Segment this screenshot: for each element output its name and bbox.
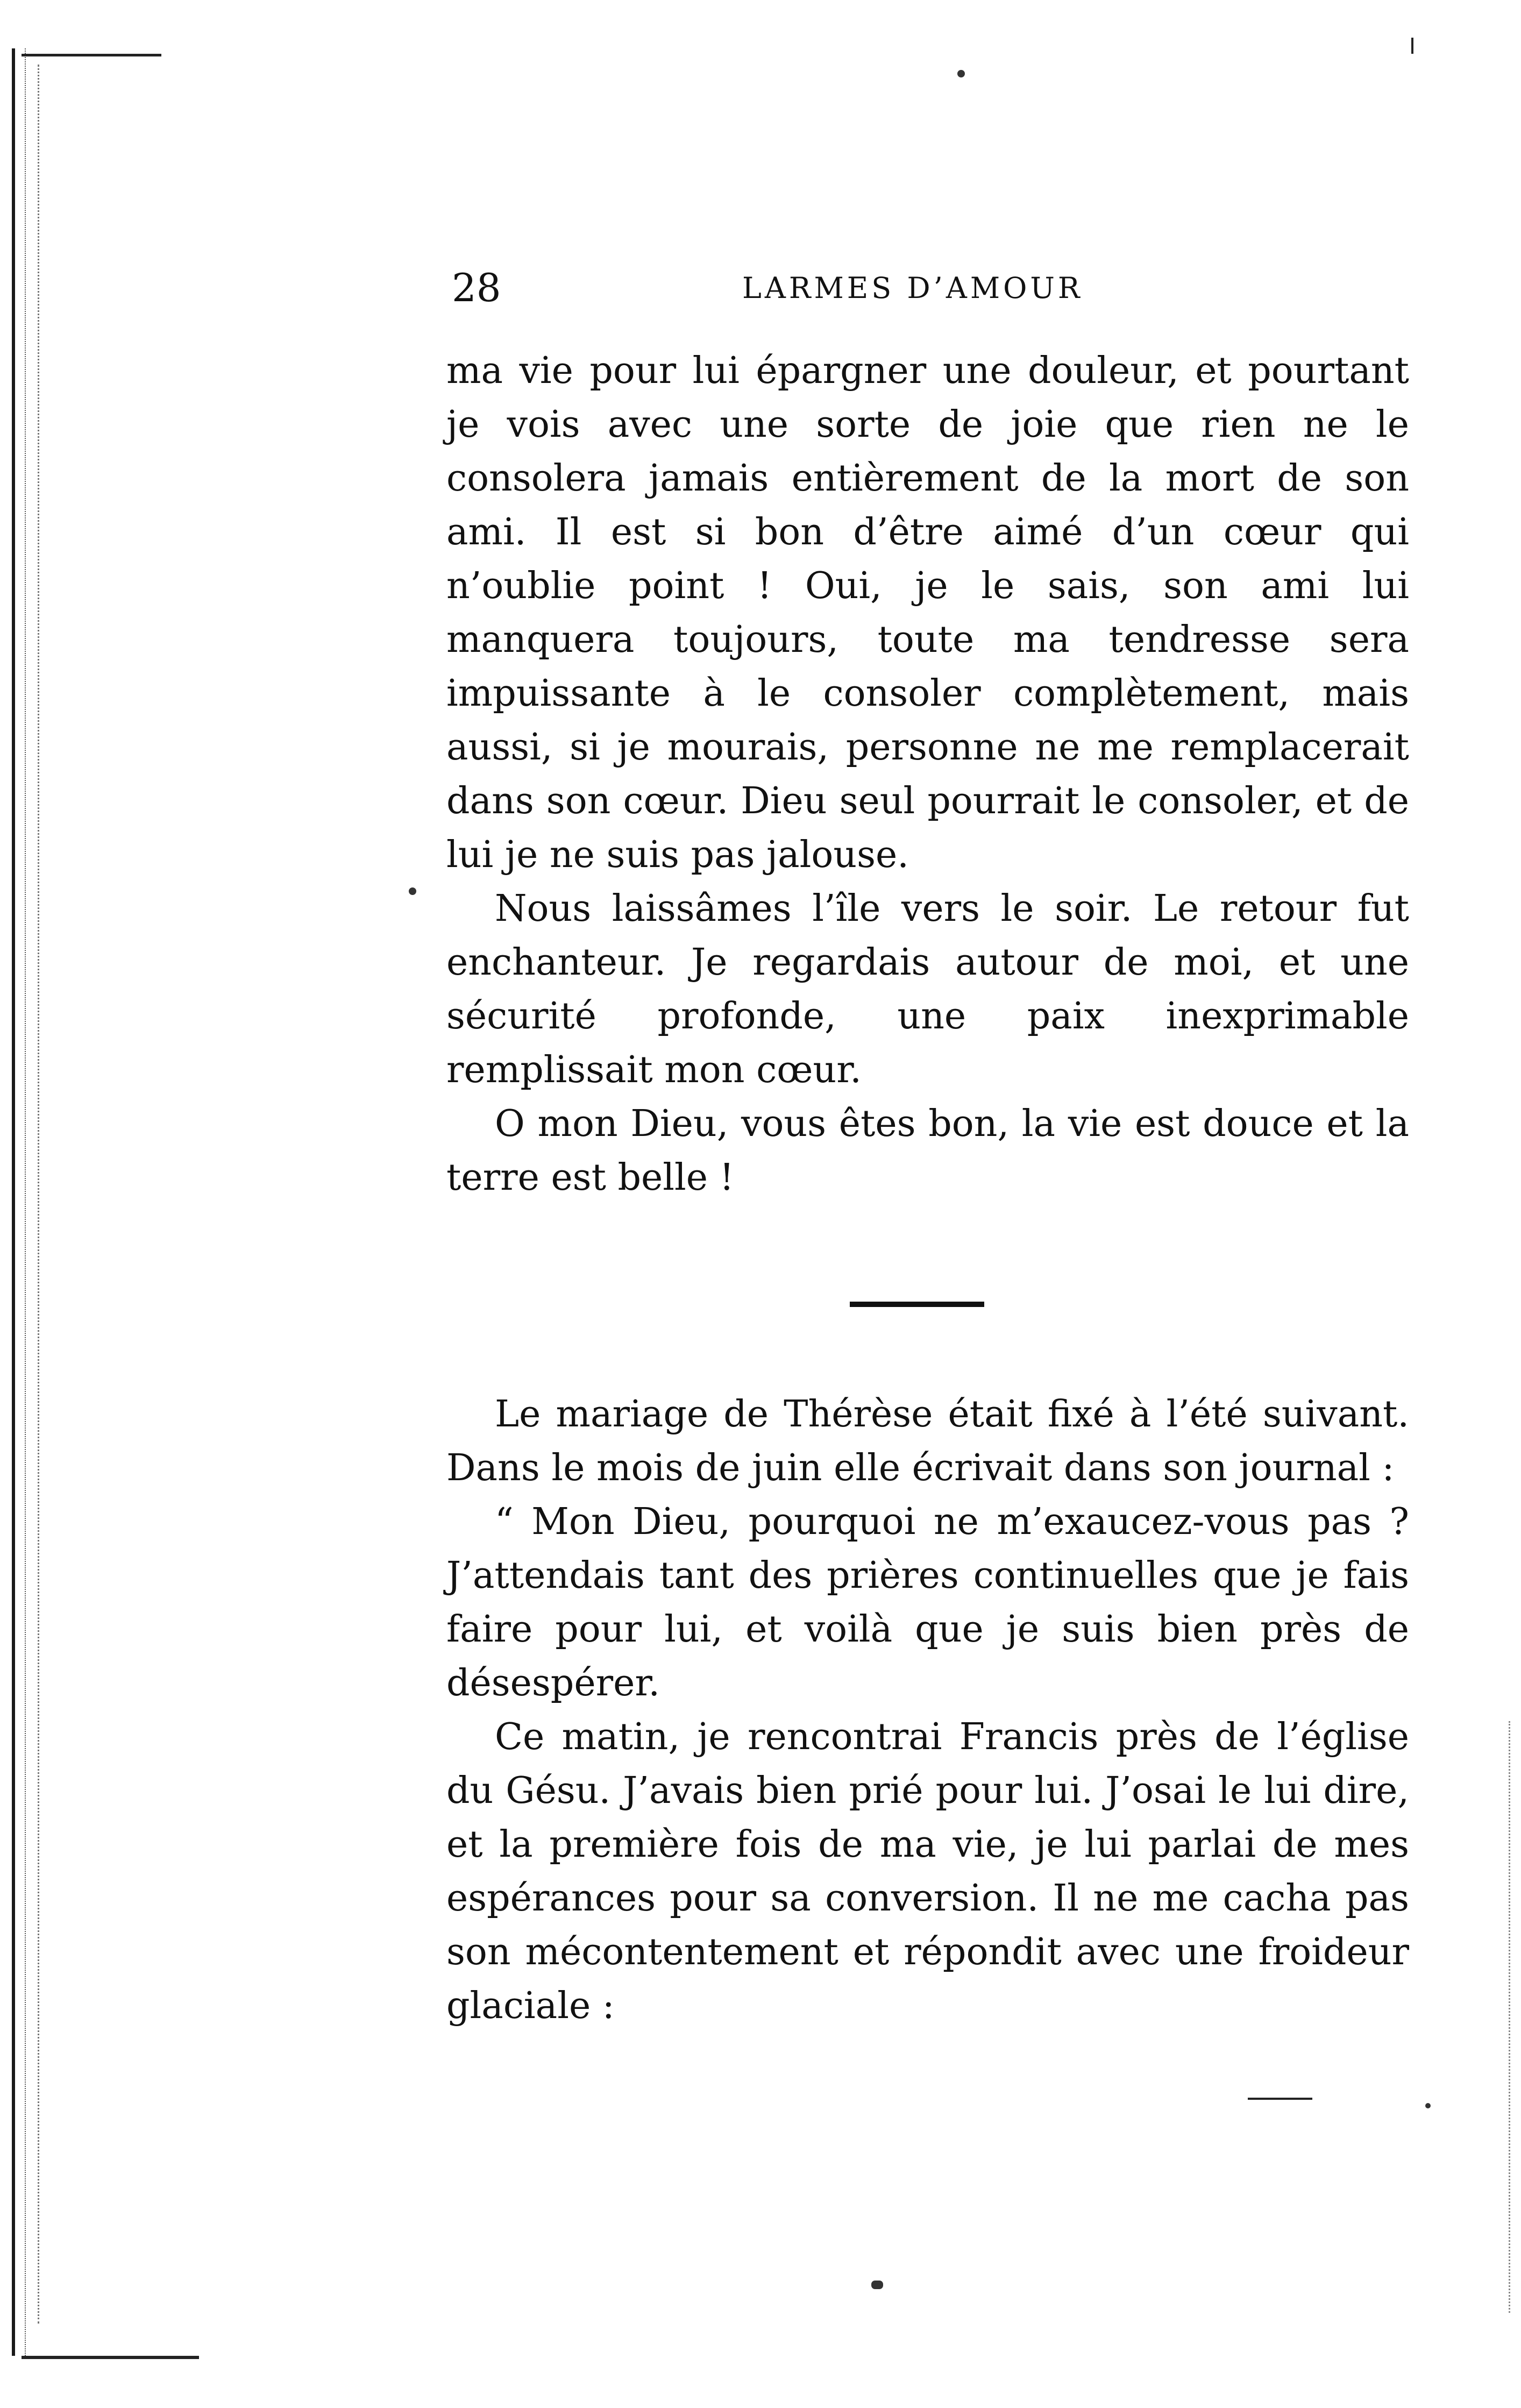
scan-speck: [957, 70, 965, 77]
text-section-2: [446, 1388, 1409, 2033]
scan-speck: [1425, 2103, 1431, 2108]
text-section-1: [446, 344, 1409, 1205]
scan-bottom-edge: [22, 2356, 199, 2359]
paragraph: Ce matin, je rencontrai Francis près de l’église du Gésu. J’avais bien prié pour lui. J’osai le lui dire, et la première fois de ma vie, je lui parlai de mes espérances pour sa conversion. Il ne me cacha pas son mécontentement et répondit avec une froideur glaciale :: [446, 1716, 1409, 2027]
page-number: 28: [452, 265, 501, 310]
paragraph: “ Mon Dieu, pourquoi ne m’exaucez-vous pas ? J’attendais tant des prières continuelles que je fais faire pour lui, et voilà que je suis bien près de désespérer.: [446, 1501, 1409, 1704]
running-head: [452, 264, 1151, 312]
paragraph: ma vie pour lui épargner une douleur, et pourtant je vois avec une sorte de joie que rien ne le consolera jamais entièrement de la mort de son ami. Il est si bon d’être aimé d’un cœur qui n’oublie point ! Oui, je le sais, son ami lui manquera toujours, toute ma tendresse sera impuissante à le consoler complètement, mais aussi, si je mourais, personne ne me remplacerait dans son cœur. Dieu seul pourrait le consoler, et de lui je ne suis pas jalouse.: [446, 350, 1409, 876]
section-separator-rule: [850, 1302, 984, 1307]
scan-tick-mark: [1411, 38, 1413, 54]
scan-margin-dots: [38, 65, 39, 2324]
paragraph: Nous laissâmes l’île vers le soir. Le retour fut enchanteur. Je regardais autour de moi, et une sécurité profonde, une paix inexprimable remplissait mon cœur.: [446, 887, 1409, 1091]
paragraph: O mon Dieu, vous êtes bon, la vie est douce et la terre est belle !: [446, 1103, 1409, 1199]
scan-top-edge: [22, 54, 161, 56]
scan-speck: [871, 2281, 883, 2289]
scan-stray-dash: [1248, 2098, 1312, 2100]
running-title: LARMES D’AMOUR: [742, 271, 1083, 305]
scan-binding-edge: [12, 48, 26, 2356]
scan-right-edge: [1509, 1721, 1510, 2313]
paragraph: Le mariage de Thérèse était fixé à l’été suivant. Dans le mois de juin elle écrivait dans son journal :: [446, 1393, 1409, 1489]
scan-speck: [409, 887, 416, 895]
